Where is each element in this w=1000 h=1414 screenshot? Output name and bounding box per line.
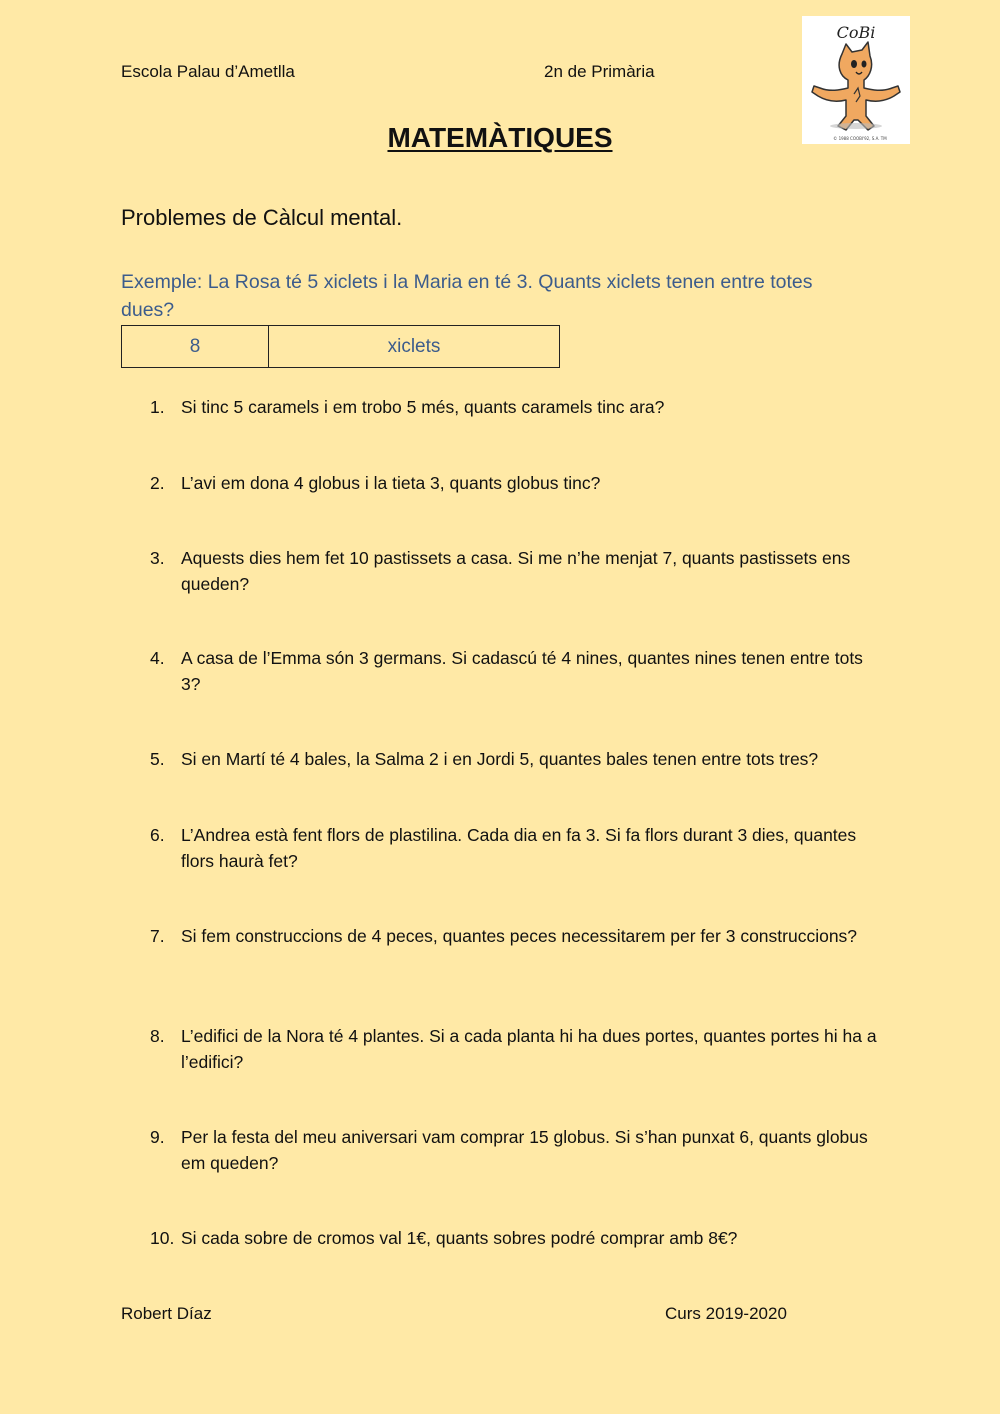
section-subtitle: Problemes de Càlcul mental.: [121, 205, 403, 230]
problem-number: 9.: [150, 1127, 165, 1147]
problem-text: Si cada sobre de cromos val 1€, quants sobres podré comprar amb 8€?: [181, 1228, 738, 1248]
problem-item: [150, 823, 885, 874]
problem-text: L’avi em dona 4 globus i la tieta 3, quants globus tinc?: [181, 473, 601, 493]
problem-item: [150, 471, 885, 497]
cobi-mascot-icon: [812, 42, 900, 130]
problem-text: Aquests dies hem fet 10 pastissets a casa. Si me n’he menjat 7, quants pastissets ens queden?: [181, 548, 851, 594]
problem-text: L’edifici de la Nora té 4 plantes. Si a cada planta hi ha dues portes, quantes portes hi ha a l’edifici?: [181, 1026, 877, 1072]
problem-text: Si fem construccions de 4 peces, quantes peces necessitarem per fer 3 construccions?: [181, 926, 858, 946]
problem-number: 1.: [150, 397, 165, 417]
problem-number: 4.: [150, 648, 165, 668]
problem-number: 6.: [150, 825, 165, 845]
problem-number: 7.: [150, 926, 165, 946]
problem-item: [150, 1024, 885, 1075]
course-year: Curs 2019-2020: [665, 1304, 787, 1323]
problem-item: [150, 1125, 885, 1176]
grade-label: 2n de Primària: [544, 62, 655, 81]
problem-item: [150, 546, 885, 597]
author-name: Robert Díaz: [121, 1304, 212, 1323]
page-title: MATEMÀTIQUES: [387, 122, 613, 153]
problem-item: [150, 1226, 885, 1252]
logo-caption: © 1988 COOBI'92, S.A. TM: [833, 136, 887, 141]
answer-value-cell: 8: [122, 326, 269, 367]
problem-item: [150, 395, 885, 421]
problem-item: [150, 747, 885, 773]
problem-text: Si tinc 5 caramels i em trobo 5 més, quants caramels tinc ara?: [181, 397, 665, 417]
problem-number: 10.: [150, 1228, 175, 1248]
problem-text: Per la festa del meu aniversari vam comprar 15 globus. Si s’han punxat 6, quants globus em queden?: [181, 1127, 868, 1173]
problem-item: [150, 924, 885, 950]
example-text: Exemple: La Rosa té 5 xiclets i la Maria en té 3. Quants xiclets tenen entre totes dues?: [121, 271, 813, 321]
problem-number: 5.: [150, 749, 165, 769]
answer-unit-cell: xiclets: [387, 335, 441, 357]
problem-number: 3.: [150, 548, 165, 568]
problem-text: L’Andrea està fent flors de plastilina. Cada dia en fa 3. Si fa flors durant 3 dies, quantes flors haurà fet?: [181, 825, 857, 871]
problem-number: 8.: [150, 1026, 165, 1046]
problem-text: Si en Martí té 4 bales, la Salma 2 i en Jordi 5, quantes bales tenen entre tots tres?: [181, 749, 819, 769]
example-answer-table: [121, 325, 560, 368]
logo-text: CoBi: [836, 23, 876, 42]
problem-text: A casa de l’Emma són 3 germans. Si cadascú té 4 nines, quantes nines tenen entre tots 3?: [181, 648, 863, 694]
problem-item: [150, 646, 885, 697]
problem-number: 2.: [150, 473, 165, 493]
school-name: Escola Palau d’Ametlla: [121, 62, 295, 81]
